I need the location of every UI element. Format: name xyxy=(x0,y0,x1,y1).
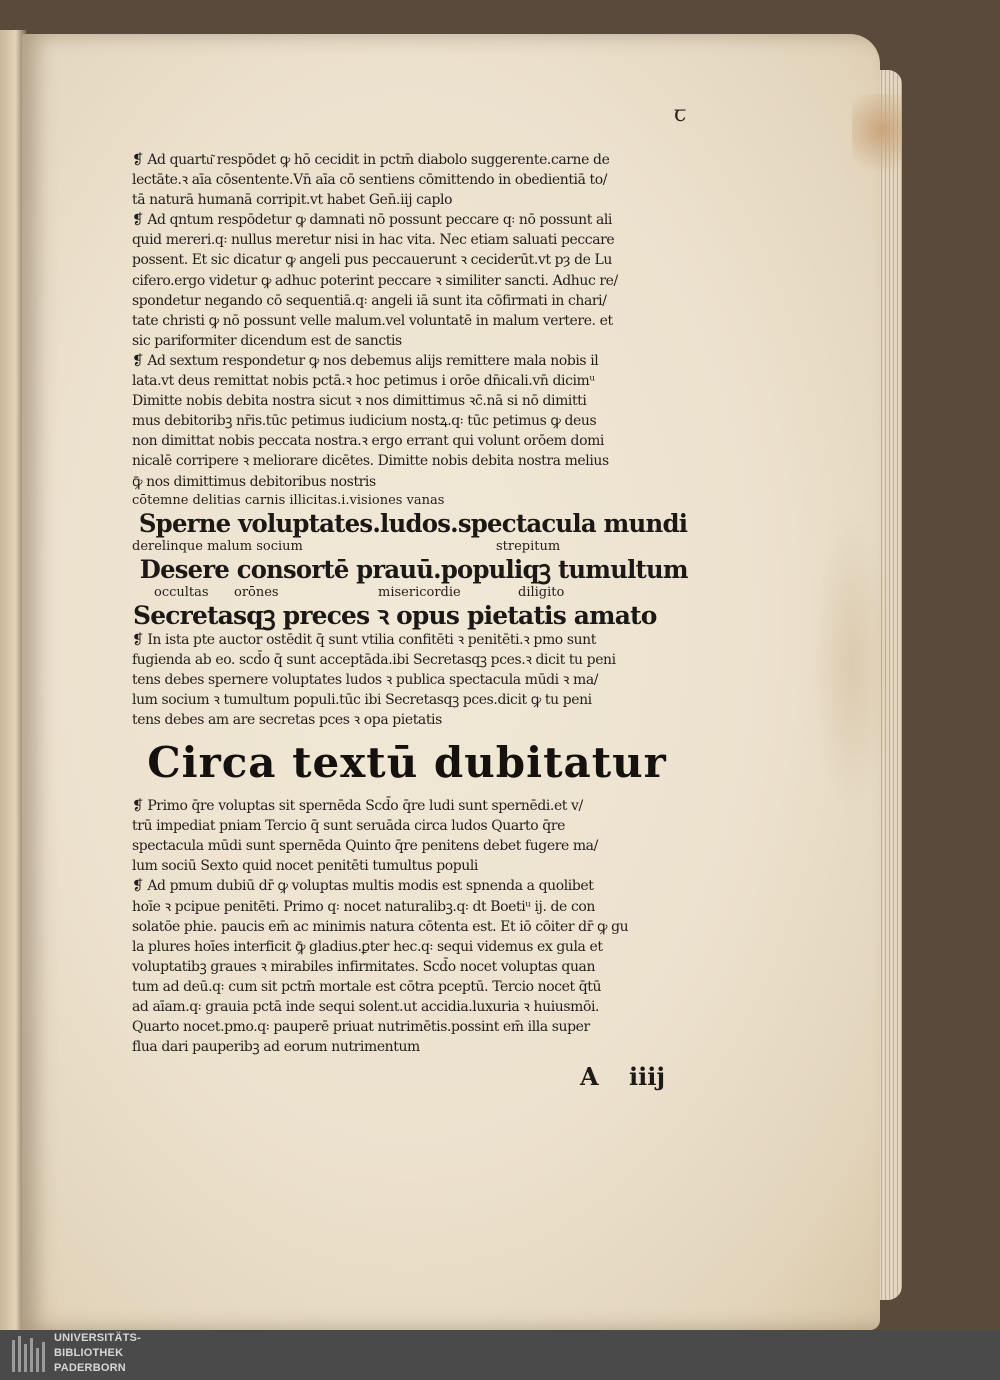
text-line: ❡ Ad qntum respōdetur ꝙ damnati nō possunt peccare q꞉ nō possunt ali xyxy=(132,212,612,229)
text-line: tens debes spernere voluptates ludos ꝛ publica spectacula mūdi ꝛ ma/ xyxy=(132,671,599,688)
text-line: lum sociū Sexto quid nocet penitēti tumultus populi xyxy=(132,858,478,875)
gloss-2b: strepitum xyxy=(496,538,561,554)
text-line: la plures hoīes interficit ꝙ̄ gladius.ꝑter hec.q꞉ sequi videmus ex gula et xyxy=(132,938,603,955)
section-heading: Circa textū dubitatur xyxy=(147,738,667,788)
page-text xyxy=(132,150,688,1057)
text-line: lata.vt deus remittat nobis pctā.ꝛ hoc petimus i orōe dn̄icali.vn̄ dicimᵘ xyxy=(132,373,595,390)
corner-damage xyxy=(852,94,902,184)
marginal-mark: ꞇ xyxy=(674,102,687,127)
commentary-block-c xyxy=(132,796,682,1057)
text-line: lum socium ꝛ tumultum populi.tūc ibi Secretasqꝫ pces.dicit ꝙ tu peni xyxy=(132,691,592,708)
text-line: trū impediat pniam Tercio q̄ sunt seruāda circa ludos Quarto q̄re xyxy=(132,818,565,835)
text-line: fugienda ab eo. scd̄o q̄ sunt acceptāda.ibi Secretasqꝫ pces.ꝛ dicit tu peni xyxy=(132,651,616,668)
verse-line-1: Sperne voluptates.ludos.spectacula mundi xyxy=(138,508,688,538)
text-line: Dimitte nobis debita nostra sicut ꝛ nos dimittimus ꝛc̄.nā si nō dimitti xyxy=(132,393,587,410)
signature-mark: A iiij xyxy=(580,1062,666,1091)
footer-bar xyxy=(0,1330,1000,1380)
text-line: sic pariformiter dicendum est de sanctis xyxy=(132,332,402,349)
text-line: tum ad deū.q꞉ cum sit pctm̄ mortale est cōtra pceptū. Tercio nocet q̄tū xyxy=(132,978,602,995)
text-line: non dimittat nobis peccata nostra.ꝛ ergo errant qui volunt orōem domi xyxy=(132,433,604,450)
verse-line-3: Secretasqꝫ preces ꝛ opus pietatis amato xyxy=(133,600,657,630)
text-line: hoīe ꝛ pcipue penitēti. Primo q꞉ nocet naturalibꝫ.q꞉ dt Boetiᵘ ij. de con xyxy=(132,898,595,915)
paper-stain xyxy=(812,514,892,814)
text-line: ❡ In ista pte auctor ostēdit q̄ sunt vtilia confitēti ꝛ penitēti.ꝛ pmo sunt xyxy=(132,631,596,648)
logo-line: PADERBORN xyxy=(54,1362,126,1374)
text-line: solatōe phie. paucis em̄ ac minimis natura cōtenta est. Et iō cōiter dr̄ ꝙ gu xyxy=(132,918,629,935)
gloss-line-3 xyxy=(132,584,682,602)
gloss-line-2 xyxy=(132,538,682,556)
text-line: ❡ Ad pmum dubiū dr̄ ꝙ voluptas multis modis est spnenda a quolibet xyxy=(132,878,594,895)
text-line: mus debitoribꝫ nr̄is.tūc petimus iudicium nostꝝ.q꞉ tūc petimus ꝙ deus xyxy=(132,413,597,430)
gloss-2a: derelinque malum socium xyxy=(132,538,303,554)
gloss-3a: occultas xyxy=(154,584,209,600)
text-line: ad aīam.q꞉ grauia pctā inde sequi solent.ut accidia.luxuria ꝛ huiusmōi. xyxy=(132,999,600,1015)
library-logo-text xyxy=(54,1331,141,1376)
text-line: flua dari pauperibꝫ ad eorum nutrimentum xyxy=(132,1039,420,1056)
text-line: voluptatibꝫ graues ꝛ mirabiles infirmitates. Scd̄o nocet voluptas quan xyxy=(132,958,596,975)
logo-line: BIBLIOTHEK xyxy=(54,1347,124,1359)
text-line: possent. Et sic dicatur ꝙ angeli pus peccauerunt ꝛ ceciderūt.vt pȝ de Lu xyxy=(132,252,612,269)
text-line: tate christi ꝙ nō possunt velle malum.vel voluntatē in malum vertere. et xyxy=(132,312,613,329)
text-line: cifero.ergo videtur ꝙ adhuc poterint peccare ꝛ similiter sancti. Adhuc re/ xyxy=(132,272,618,289)
text-line: ❡ Ad quartu͂ respōdet ꝙ hō cecidit in pctm̄ diabolo suggerente.carne de xyxy=(132,152,610,168)
gloss-1: cōtemne delitias carnis illicitas.i.visiones vanas xyxy=(132,492,445,508)
gloss-3b: orōnes xyxy=(234,584,279,600)
text-line: spondetur negando cō sequentiā.q꞉ angeli iā sunt ita cōfirmati in chari/ xyxy=(132,292,607,309)
text-line: nicalē corripere ꝛ meliorare dicētes. Dimitte nobis debita nostra melius xyxy=(132,453,609,470)
text-line: Quarto nocet.pmo.q꞉ pauperē priuat nutrimētis.possint em̄ illa super xyxy=(132,1019,590,1036)
commentary-block-a xyxy=(132,150,682,492)
text-line: tens debes am are secretas pces ꝛ opa pietatis xyxy=(132,711,442,728)
gloss-3d: diligito xyxy=(518,584,565,600)
text-line: ❡ Primo q̄re voluptas sit spernēda Scd̄o q̄re ludi sunt spernēdi.et v/ xyxy=(132,798,583,815)
commentary-block-b xyxy=(132,630,682,730)
logo-line: UNIVERSITÄTS- xyxy=(54,1332,141,1344)
text-line: ❡ Ad sextum respondetur ꝙ nos debemus alijs remittere mala nobis il xyxy=(132,352,599,369)
library-logo-icon xyxy=(10,1336,48,1374)
verse-line-2: Desere consortē prauū.populiqꝫ tumultum xyxy=(139,554,688,584)
text-line: spectacula mūdi sunt spernēda Quinto q̄re penitens debet fugere ma/ xyxy=(132,838,598,855)
text-line: ꝙ̄ nos dimittimus debitoribus nostris xyxy=(132,473,376,490)
text-line: lectāte.ꝛ aīa cōsentente.Vn̄ aīa cō sentiens cōmittendo in obedientiā to/ xyxy=(132,172,608,189)
text-line: tā naturā humanā corripit.vt habet Gen̄.iij caplo xyxy=(132,192,453,209)
text-line: quid mereri.q꞉ nullus meretur nisi in hac vita. Nec etiam saluati peccare xyxy=(132,232,615,249)
gloss-3c: misericordie xyxy=(378,584,461,600)
gloss-line-1 xyxy=(132,492,682,510)
